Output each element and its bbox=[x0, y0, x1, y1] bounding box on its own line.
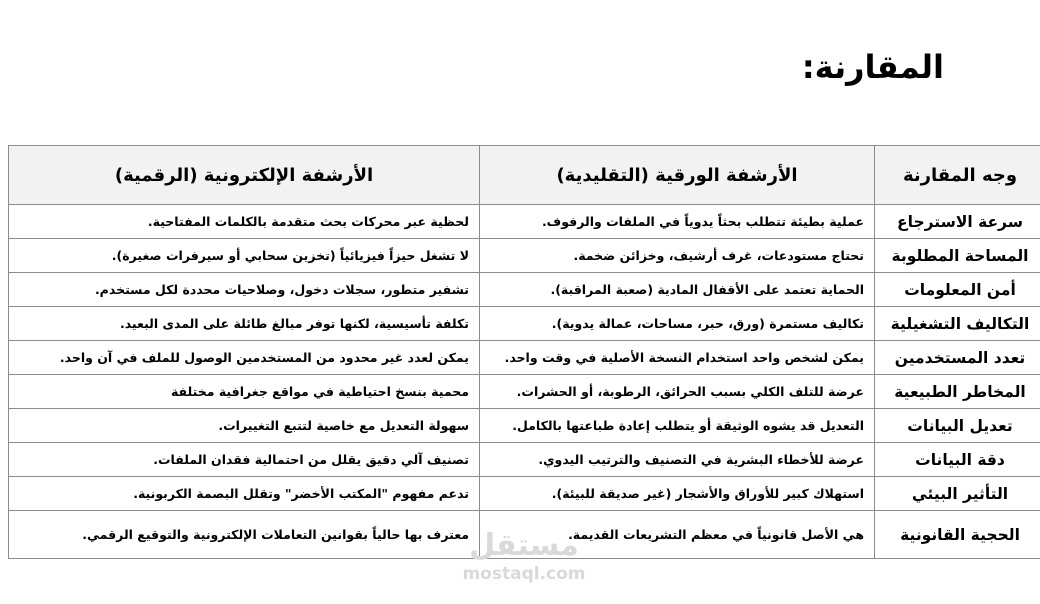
row-paper-cell: هي الأصل قانونياً في معظم التشريعات القديمة. bbox=[480, 511, 875, 559]
table-row bbox=[9, 477, 1040, 511]
table-row bbox=[9, 205, 1040, 239]
watermark-latin-text: mostaql.com bbox=[462, 564, 586, 584]
header-aspect: وجه المقارنة bbox=[875, 146, 1040, 205]
row-paper-cell: يمكن لشخص واحد استخدام النسخة الأصلية في وقت واحد. bbox=[480, 341, 875, 375]
table-row bbox=[9, 273, 1040, 307]
page-title: المقارنة: bbox=[801, 48, 944, 86]
comparison-table bbox=[8, 145, 1040, 559]
table-row bbox=[9, 239, 1040, 273]
table-row bbox=[9, 511, 1040, 559]
row-digital-cell: لا تشغل حيزاً فيزيائياً (تخزين سحابي أو سيرفرات صغيرة). bbox=[9, 239, 480, 273]
row-paper-cell: تحتاج مستودعات، غرف أرشيف، وخزائن ضخمة. bbox=[480, 239, 875, 273]
table-row bbox=[9, 443, 1040, 477]
row-aspect: التأثير البيئي bbox=[875, 477, 1040, 511]
header-paper-archiving: الأرشفة الورقية (التقليدية) bbox=[480, 146, 875, 205]
row-aspect: المساحة المطلوبة bbox=[875, 239, 1040, 273]
row-aspect: المخاطر الطبيعية bbox=[875, 375, 1040, 409]
row-paper-cell: عملية بطيئة تتطلب بحثاً يدوياً في الملفات والرفوف. bbox=[480, 205, 875, 239]
row-digital-cell: تشفير متطور، سجلات دخول، وصلاحيات محددة لكل مستخدم. bbox=[9, 273, 480, 307]
row-aspect: التكاليف التشغيلية bbox=[875, 307, 1040, 341]
row-paper-cell: استهلاك كبير للأوراق والأشجار (غير صديقة للبيئة). bbox=[480, 477, 875, 511]
row-aspect: سرعة الاسترجاع bbox=[875, 205, 1040, 239]
row-digital-cell: تدعم مفهوم "المكتب الأخضر" وتقلل البصمة الكربونية. bbox=[9, 477, 480, 511]
row-paper-cell: تكاليف مستمرة (ورق، حبر، مساحات، عمالة يدوية). bbox=[480, 307, 875, 341]
header-digital-archiving: الأرشفة الإلكترونية (الرقمية) bbox=[9, 146, 480, 205]
row-digital-cell: معترف بها حالياً بقوانين التعاملات الإلكترونية والتوقيع الرقمي. bbox=[9, 511, 480, 559]
table-row bbox=[9, 307, 1040, 341]
table-row bbox=[9, 341, 1040, 375]
row-aspect: دقة البيانات bbox=[875, 443, 1040, 477]
row-aspect: الحجية القانونية bbox=[875, 511, 1040, 559]
table-header-row bbox=[9, 146, 1040, 205]
row-digital-cell: تكلفة تأسيسية، لكنها توفر مبالغ طائلة على المدى البعيد. bbox=[9, 307, 480, 341]
row-paper-cell: التعديل قد يشوه الوثيقة أو يتطلب إعادة طباعتها بالكامل. bbox=[480, 409, 875, 443]
row-digital-cell: يمكن لعدد غير محدود من المستخدمين الوصول للملف في آن واحد. bbox=[9, 341, 480, 375]
row-aspect: تعدد المستخدمين bbox=[875, 341, 1040, 375]
row-digital-cell: سهولة التعديل مع خاصية لتتبع التغييرات. bbox=[9, 409, 480, 443]
row-paper-cell: عرضة للتلف الكلي بسبب الحرائق، الرطوبة، أو الحشرات. bbox=[480, 375, 875, 409]
row-paper-cell: عرضة للأخطاء البشرية في التصنيف والترتيب اليدوي. bbox=[480, 443, 875, 477]
table-row bbox=[9, 409, 1040, 443]
table-row bbox=[9, 375, 1040, 409]
row-digital-cell: لحظية عبر محركات بحث متقدمة بالكلمات المفتاحية. bbox=[9, 205, 480, 239]
watermark-arabic-text: مستقل bbox=[469, 528, 579, 563]
row-digital-cell: محمية بنسخ احتياطية في مواقع جغرافية مختلفة bbox=[9, 375, 480, 409]
row-aspect: أمن المعلومات bbox=[875, 273, 1040, 307]
row-digital-cell: تصنيف آلي دقيق يقلل من احتمالية فقدان الملفات. bbox=[9, 443, 480, 477]
row-paper-cell: الحماية تعتمد على الأقفال المادية (صعبة المراقبة). bbox=[480, 273, 875, 307]
row-aspect: تعديل البيانات bbox=[875, 409, 1040, 443]
